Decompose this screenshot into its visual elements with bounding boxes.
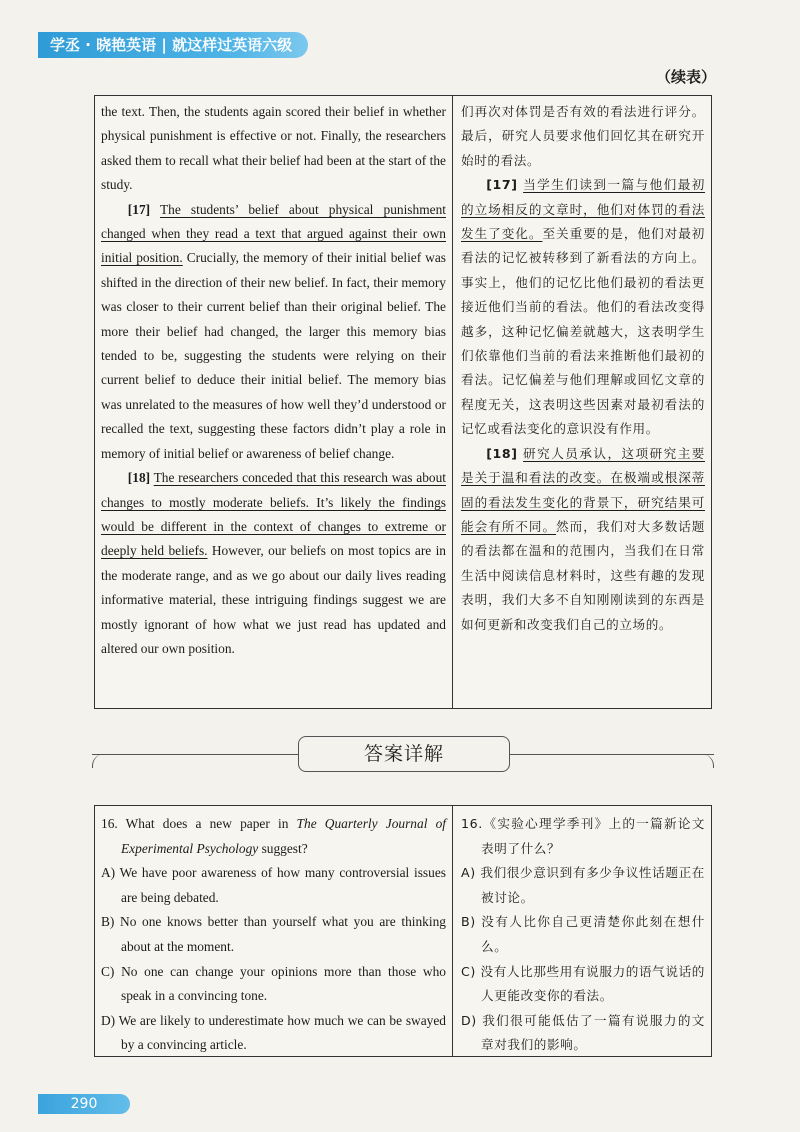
passage-table xyxy=(94,95,712,709)
zh-marker-17: [17] xyxy=(486,177,518,193)
en-underlined-18: The researchers conceded that this research was about changes to mostly moderate beliefs. It’s likely the findings would be different in the context of changes to extreme or deeply held beliefs. xyxy=(101,470,447,559)
answer-section-header xyxy=(92,732,714,772)
question-stem-en xyxy=(101,812,446,861)
continued-label: （续表） xyxy=(655,68,716,86)
zh-underlined-17: 当学生们读到一篇与他们最初的立场相反的文章时，他们对体罚的看法发生了变化。 xyxy=(461,177,705,242)
zh-paragraph-17 xyxy=(461,173,705,441)
en-paragraph-1: the text. Then, the students again scored their belief in whether physical punishment is effective or not. Finally, the researchers asked them to recall what their belief had been at the start of the study. xyxy=(101,104,446,193)
en-paragraph-18 xyxy=(101,466,446,661)
option-d-en: D) We are likely to underestimate how much we can be swayed by a convincing article. xyxy=(101,1012,446,1053)
section-divider-left-curve xyxy=(92,754,105,768)
question-table xyxy=(94,805,712,1057)
page-number: 290 xyxy=(38,1094,130,1114)
section-title: 答案详解 xyxy=(298,736,510,772)
question-stem-zh: 16.《实验心理学季刊》上的一篇新论文表明了什么？ xyxy=(461,816,705,856)
zh-marker-18: [18] xyxy=(486,445,518,461)
en-marker-17: [17] xyxy=(127,201,151,217)
en-marker-18: [18] xyxy=(127,470,151,486)
stem-pre: 16. What does a new paper in xyxy=(101,816,297,831)
en-rest-17: Crucially, the memory of their initial belief was shifted in the direction of their new belief. In fact, their memory was closer to their current belief than their original belief. The more their belief had changed, the larger this memory bias tended to be, suggesting the students were relying on their current belief to deduce their initial belief. The memory bias was unrelated to the measures of how well they’d understood or recalled the text, suggesting these factors didn’t play a role in memory of initial belief or awareness of belief change. xyxy=(101,250,447,461)
en-rest-18: However, our beliefs on most topics are in the moderate range, and as we go about our daily lives reading informative material, these intriguing findings suggest we are mostly ignorant of how what we just read has updated and altered our own position. xyxy=(101,543,446,656)
option-c-en: C) No one can change your opinions more than those who speak in a convincing tone. xyxy=(101,963,446,1004)
stem-post: suggest? xyxy=(258,840,308,856)
question-chinese-column xyxy=(453,806,711,1056)
option-b-en: B) No one knows better than yourself what you are thinking about at the moment. xyxy=(101,914,446,954)
option-d-zh: D) 我们很可能低估了一篇有说服力的文章对我们的影响。 xyxy=(461,1012,705,1053)
book-title-banner: 学丞 · 晓艳英语 | 就这样过英语六级 xyxy=(38,32,308,58)
zh-rest-18: 然而，我们对大多数话题的看法都在温和的范围内，当我们在日常生活中阅读信息材料时，这些有趣的发现表明，我们大多不自知刚刚读到的东西是如何更新和改变我们自己的立场的。 xyxy=(461,518,706,632)
zh-paragraph-18 xyxy=(461,442,705,637)
en-paragraph-17 xyxy=(101,198,446,466)
section-divider-right-curve xyxy=(701,754,714,768)
option-a-en: A) We have poor awareness of how many controversial issues are being debated. xyxy=(101,865,446,905)
option-b-zh: B) 没有人比你自己更清楚你此刻在想什么。 xyxy=(461,914,705,954)
question-english-column xyxy=(95,806,453,1056)
english-column xyxy=(95,96,453,708)
zh-underlined-18: 研究人员承认，这项研究主要是关于温和看法的改变。在极端或根深蒂固的看法发生变化的背景下，研究结果可能会有所不同。 xyxy=(461,445,705,534)
journal-name: The Quarterly Journal of Experimental Psychology xyxy=(121,816,446,856)
zh-paragraph-1: 们再次对体罚是否有效的看法进行评分。最后，研究人员要求他们回忆其在研究开始时的看法。 xyxy=(461,104,705,168)
en-underlined-17: The students’ belief about physical punishment changed when they read a text that argued against their own initial position. xyxy=(101,201,446,266)
option-c-zh: C) 没有人比那些用有说服力的语气说话的人更能改变你的看法。 xyxy=(461,963,705,1004)
chinese-column xyxy=(453,96,711,708)
option-a-zh: A) 我们很少意识到有多少争议性话题正在被讨论。 xyxy=(461,865,705,905)
zh-rest-17: 至关重要的是，他们对最初看法的记忆被转移到了新看法的方向上。事实上，他们的记忆比他们最初的看法更接近他们当前的看法。他们的看法改变得越多，这种记忆偏差就越大，这表明学生们依靠他们当前的看法来推断他们最初的看法。记忆偏差与他们理解或回忆文章的程度无关，这表明这些因素对最初看法的记忆或看法变化的意识没有作用。 xyxy=(461,226,705,437)
